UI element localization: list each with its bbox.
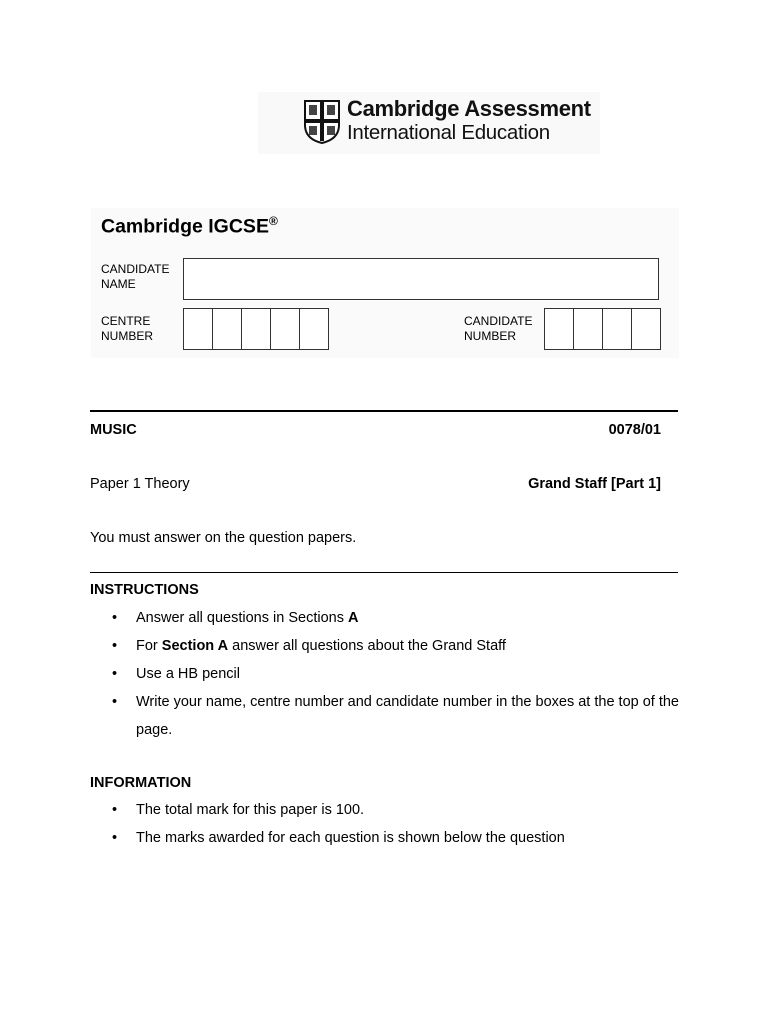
answer-note: You must answer on the question papers. — [90, 530, 357, 546]
cambridge-crest-icon — [303, 99, 341, 144]
centre-number-label: CENTRE NUMBER — [101, 314, 154, 343]
centre-digit-box[interactable] — [184, 309, 213, 349]
centre-digit-box[interactable] — [300, 309, 328, 349]
subject-title: MUSIC — [90, 422, 137, 438]
top-divider — [90, 410, 678, 412]
centre-digit-box[interactable] — [213, 309, 242, 349]
centre-digit-box[interactable] — [242, 309, 271, 349]
list-item: • Use a HB pencil — [112, 660, 696, 688]
candidate-digit-box[interactable] — [545, 309, 574, 349]
logo-line-2: International Education — [347, 121, 550, 144]
paper-name: Paper 1 Theory — [90, 476, 190, 492]
middle-divider — [90, 572, 678, 573]
information-heading: INFORMATION — [90, 775, 192, 791]
list-item: • Write your name, centre number and candidate number in the boxes at the top of the page. — [112, 688, 696, 744]
candidate-digit-box[interactable] — [632, 309, 660, 349]
qualification-title: Cambridge IGCSE® — [101, 214, 278, 238]
centre-number-field[interactable] — [183, 308, 329, 350]
candidate-number-label: CANDIDATE NUMBER — [464, 314, 533, 343]
cambridge-logo — [258, 92, 600, 154]
candidate-details-header — [91, 208, 679, 358]
bullet: • — [112, 802, 118, 818]
candidate-digit-box[interactable] — [574, 309, 603, 349]
bullet: • — [112, 830, 118, 846]
bullet: • — [112, 638, 118, 654]
paper-code: 0078/01 — [608, 422, 661, 438]
candidate-number-field[interactable] — [544, 308, 661, 350]
information-list — [112, 796, 696, 852]
centre-digit-box[interactable] — [271, 309, 300, 349]
candidate-name-field[interactable] — [183, 258, 659, 300]
instructions-list — [112, 604, 696, 744]
candidate-name-label: CANDIDATE NAME — [101, 262, 170, 291]
candidate-digit-box[interactable] — [603, 309, 632, 349]
list-item: • For Section A answer all questions about the Grand Staff — [112, 632, 696, 660]
list-item: • The total mark for this paper is 100. — [112, 796, 696, 824]
instructions-heading: INSTRUCTIONS — [90, 582, 199, 598]
logo-line-1: Cambridge Assessment — [347, 96, 591, 121]
list-item: • Answer all questions in Sections A — [112, 604, 696, 632]
paper-topic: Grand Staff [Part 1] — [528, 476, 661, 492]
bullet: • — [112, 666, 118, 682]
bullet: • — [112, 694, 118, 710]
list-item: • The marks awarded for each question is shown below the question — [112, 824, 696, 852]
bullet: • — [112, 610, 118, 626]
